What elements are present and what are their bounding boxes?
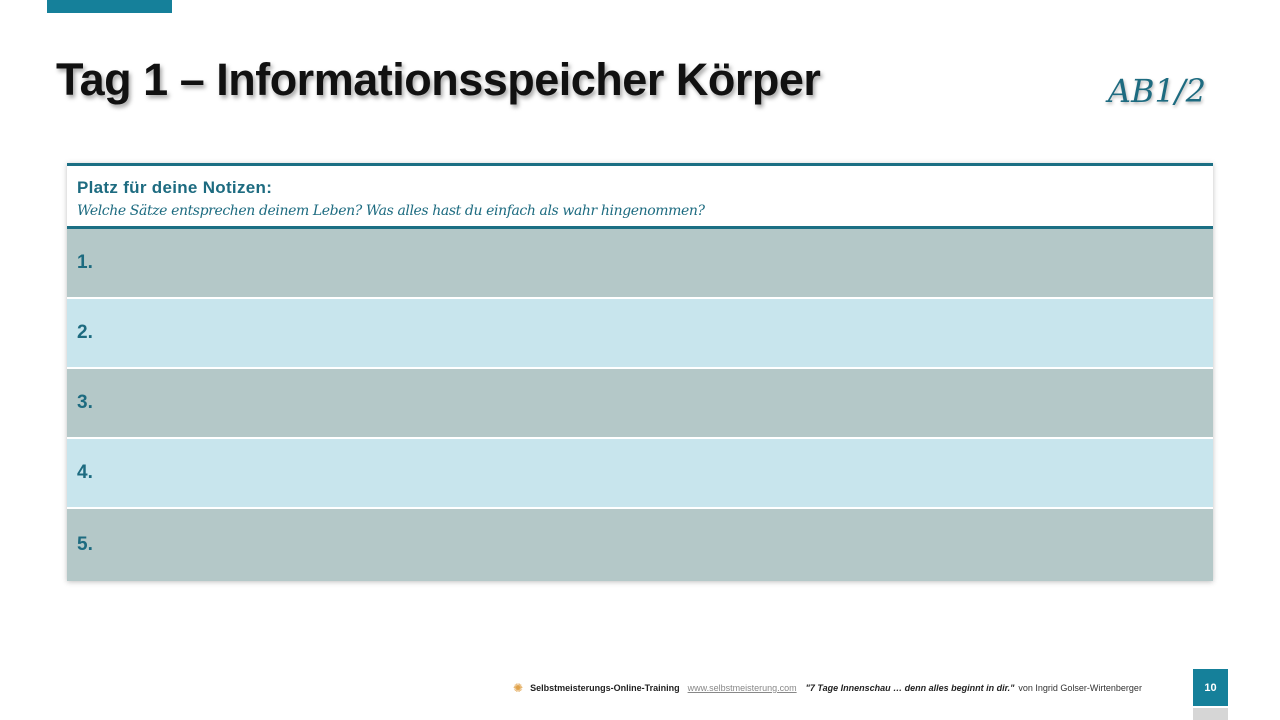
footer-quote: "7 Tage Innenschau … denn alles beginnt in dir.": [805, 683, 1015, 693]
footer-brand: Selbstmeisterungs-Online-Training: [530, 683, 680, 693]
top-accent-bar: [47, 0, 172, 13]
footer-author: von Ingrid Golser-Wirtenberger: [1018, 683, 1142, 693]
notes-row-2[interactable]: [67, 299, 1213, 369]
page-number-tab: [1193, 708, 1228, 720]
row-number: 2.: [77, 322, 93, 343]
notes-row-5[interactable]: [67, 509, 1213, 581]
footer-link[interactable]: www.selbstmeisterung.com: [687, 683, 797, 693]
notes-question: Welche Sätze entsprechen deinem Leben? Was alles hast du einfach als wahr hingenommen?: [77, 203, 705, 219]
row-number: 1.: [77, 252, 93, 273]
notes-row-1[interactable]: [67, 229, 1213, 299]
worksheet-label: AB1/2: [1107, 72, 1206, 110]
sun-logo-icon: ✺: [513, 681, 524, 695]
page-title: Tag 1 – Informationsspeicher Körper: [56, 54, 821, 105]
row-number: 5.: [77, 534, 93, 555]
notes-header: [67, 163, 1213, 229]
footer: [513, 681, 1142, 695]
notes-row-4[interactable]: [67, 439, 1213, 509]
notes-table: [67, 163, 1213, 581]
row-number: 3.: [77, 392, 93, 413]
notes-row-3[interactable]: [67, 369, 1213, 439]
notes-heading: Platz für deine Notizen:: [77, 178, 273, 197]
page-number: 10: [1193, 669, 1228, 706]
row-number: 4.: [77, 462, 93, 483]
